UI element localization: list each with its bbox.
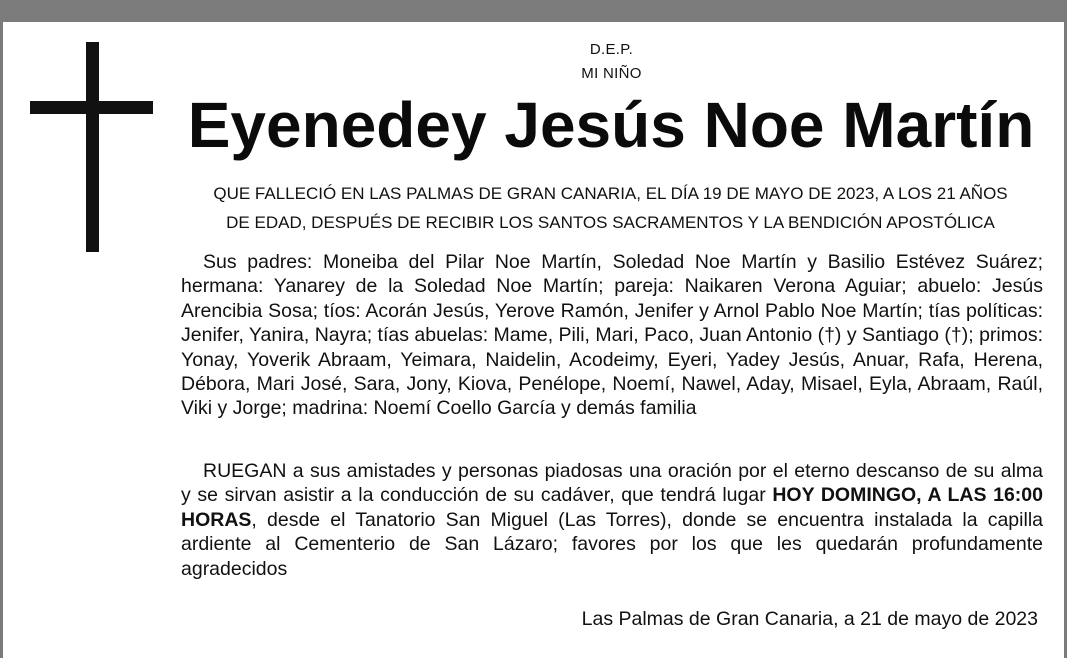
- request-text-after: , desde el Tanatorio San Miguel (Las Torres), donde se encuentra instalada la capilla ardiente al Cementerio de San Lázaro; favores por los que les quedarán profundamente agradecidos: [181, 508, 1043, 580]
- deceased-name: Eyenedey Jesús Noe Martín: [187, 89, 1035, 161]
- death-info-line-1: QUE FALLECIÓ EN LAS PALMAS DE GRAN CANARIA, EL DÍA 19 DE MAYO DE 2023, A LOS 21 AÑOS: [213, 184, 1008, 203]
- dep-header: D.E.P.: [589, 41, 634, 58]
- request-text-before: RUEGAN a sus amistades y personas piadosas una oración por el eterno descanso de su alma y se sirvan asistir a la conducción de su cadáver, que tendrá lugar: [181, 460, 1043, 507]
- cross-horizontal-bar: [30, 101, 153, 114]
- family-paragraph: [181, 250, 1043, 421]
- dedication-header: MI NIÑO: [581, 65, 642, 82]
- funeral-time: HOY DOMINGO, A LAS 16:00 HORAS: [181, 484, 1043, 531]
- place-and-date: Las Palmas de Gran Canaria, a 21 de mayo de 2023: [581, 608, 1038, 630]
- family-text: Sus padres: Moneiba del Pilar Noe Martín, Soledad Noe Martín y Basilio Estévez Suárez; hermana: Yanarey de la Soledad Noe Martín; pareja: Naikaren Verona Aguiar; abuelo: Jesús Arencibia Sosa; tíos: Acorán Jesús, Yerove Ramón, Jenifer y Arnol Pablo Noe Martín; tías políticas: Jenifer, Yanira, Nayra; tías abuelas: Mame, Pili, Mari, Paco, Juan Antonio (†) y Santiago (†); primos: Yonay, Yoverik Abraam, Yeimara, Naidelin, Acodeimy, Eyeri, Yadey Jesús, Anuar, Rafa, Herena, Débora, Mari José, Sara, Jony, Kiova, Penélope, Noemí, Nawel, Aday, Misael, Eyla, Abraam, Raúl, Viki y Jorge; madrina: Noemí Coello García y demás familia: [181, 251, 1044, 420]
- request-paragraph: [181, 459, 1043, 581]
- death-info-line-2: DE EDAD, DESPUÉS DE RECIBIR LOS SANTOS SACRAMENTOS Y LA BENDICIÓN APOSTÓLICA: [226, 213, 995, 232]
- obituary-notice: [0, 22, 1067, 658]
